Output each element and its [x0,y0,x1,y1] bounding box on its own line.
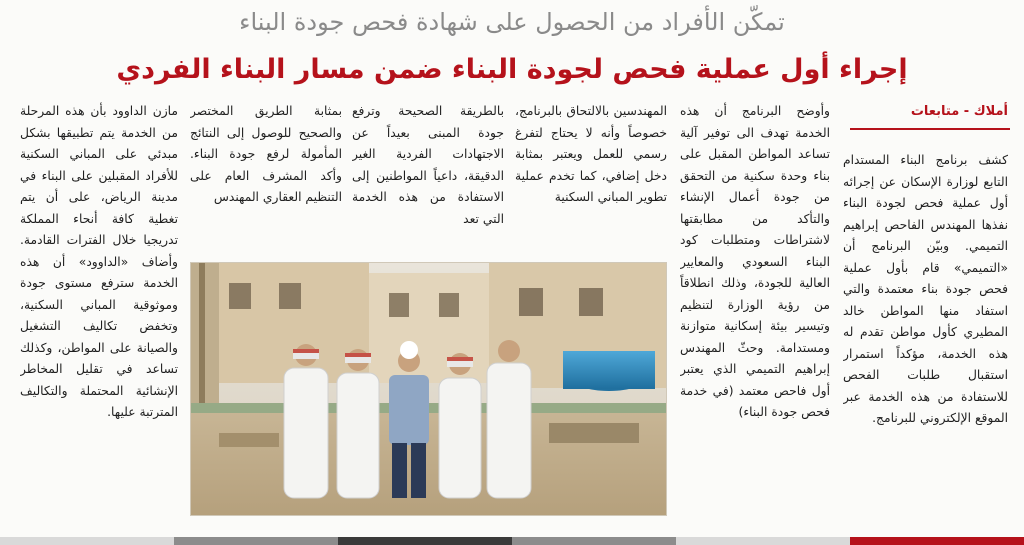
article-column-2 [680,101,830,531]
article-column-3 [515,101,667,251]
column-text: المهندسين بالالتحاق بالبرنامج، خصوصاً وأنه لا يحتاج لتفرغ رسمي للعمل ويعتبر بمثابة دخل إضافي، كما تخدم عملية تطوير المباني السكنية [515,104,667,204]
column-text: وأوضح البرنامج أن هذه الخدمة تهدف الى توفير آلية تساعد المواطن المقبل على بناء وحدة سكنية من التحقق من جودة أعمال الإنشاء والتأكد من مطابقتها لاشتراطات ومتطلبات كود البناء السعودي والمعايير العالية للجودة، وذلك انطلاقاً من رؤية الوزارة لتنظيم وتيسير بيئة إسكانية متوازنة ومستدامة. وحثّ المهندس إبراهيم التميمي الذي يعتبر أول فاحص معتمد (في خدمة فحص جودة البناء) [680,104,830,419]
article-column-6 [20,101,178,531]
column-text: مازن الداوود بأن هذه المرحلة من الخدمة يتم تطبيقها بشكل مبدئي على المباني السكنية للأفراد المقبلين على البناء في مدينة الرياض، على أن يتم تغطية كافة أنحاء المملكة تدريجيا خلال الفترات القادمة. وأضاف «الداوود» أن هذه الخدمة سترفع مستوى جودة وموثوقية المباني السكنية، وتخفض تكاليف التشغيل والصيانة على المواطن، وكذلك تساعد في تقليل المخاطر الإنشائية المحتملة والتكاليف المترتبة عليها. [20,104,178,419]
section-label: أملاك - متابعات [850,104,1010,130]
article-column-5 [190,101,342,251]
column-text: بمثابة الطريق المختصر والصحيح للوصول إلى النتائج المأمولة لرفع جودة البناء. وأكد المشرف العام على التنظيم العقاري المهندس [190,104,342,204]
article-column-4 [352,101,504,251]
article-photo [190,262,667,516]
column-text: بالطريقة الصحيحة وترفع جودة المبنى بعيداً عن الاجتهادات الفردية الغير الدقيقة، داعياً المواطنين إلى الاستفادة من هذه الخدمة التي تعد [352,104,504,226]
page-footer-bar [0,537,1024,545]
article-headline: إجراء أول عملية فحص لجودة البناء ضمن مسار البناء الفردي [116,54,908,85]
article-subheadline: تمكّن الأفراد من الحصول على شهادة فحص جودة البناء [239,8,785,36]
column-text: كشف برنامج البناء المستدام التابع لوزارة الإسكان عن إجرائه أول عملية فحص لجودة البناء نفذها المهندس الفاحص إبراهيم التميمي. وبيّن البرنامج أن «التميمي» قام بأول عملية فحص جودة بناء معتمدة والتي استفاد منها المواطن خالد المطيري كأول مواطن تقدم له هذه الخدمة، مؤكداً استمرار استقبال طلبات الفحص للاستفادة من هذه الخدمة عبر الموقع الإلكتروني للبرنامج. [843,153,1008,425]
article-column-1 [843,150,1008,530]
